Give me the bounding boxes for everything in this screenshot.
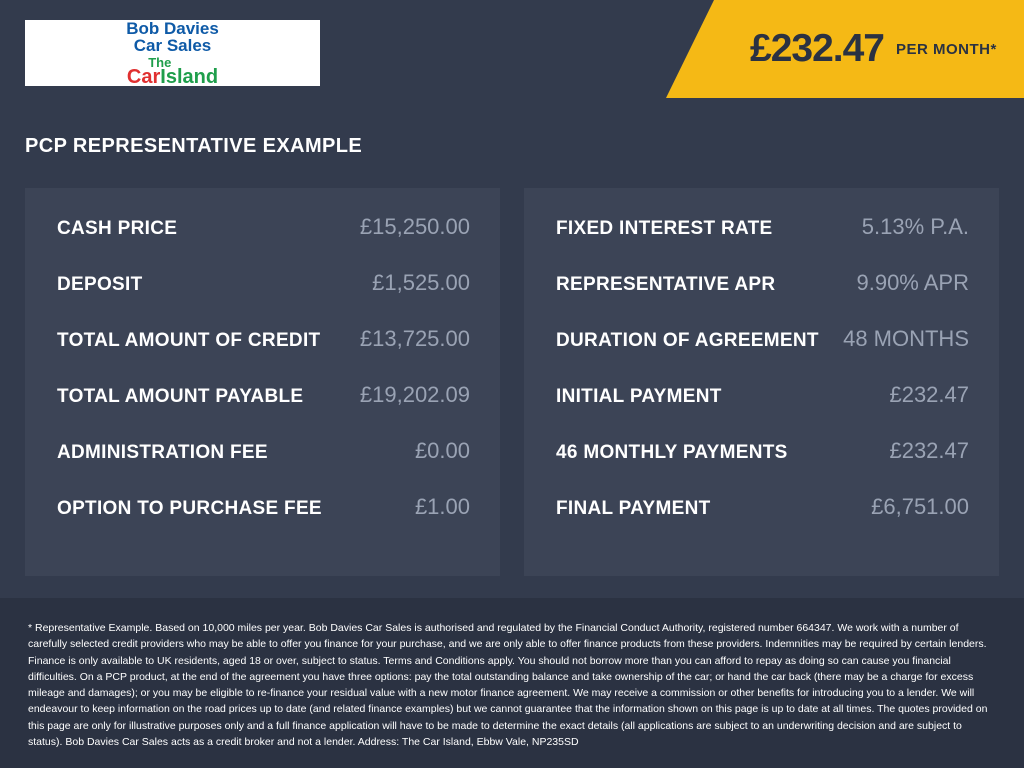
row-label: FINAL PAYMENT <box>556 498 711 519</box>
row-label: TOTAL AMOUNT PAYABLE <box>57 386 304 407</box>
row-value: 5.13% P.A. <box>861 214 969 239</box>
row-value: 48 MONTHS <box>843 326 969 351</box>
row-value: 9.90% APR <box>856 270 969 295</box>
logo-line-3: The <box>148 54 172 70</box>
table-row <box>57 494 470 550</box>
row-label: TOTAL AMOUNT OF CREDIT <box>57 330 321 351</box>
row-value: £1,525.00 <box>372 270 470 295</box>
row-value: £1.00 <box>414 494 470 519</box>
row-value: £0.00 <box>414 438 470 463</box>
row-label: DEPOSIT <box>57 274 143 295</box>
row-value: £6,751.00 <box>871 494 969 519</box>
table-row <box>57 438 470 494</box>
row-label: ADMINISTRATION FEE <box>57 442 268 463</box>
finance-panel-left <box>25 188 500 576</box>
logo-line-4 <box>127 67 218 87</box>
page-title: PCP REPRESENTATIVE EXAMPLE <box>25 135 363 157</box>
disclaimer-text: * Representative Example. Based on 10,000 miles per year. Bob Davies Car Sales is authorised and regulated by the Financial Conduct Authority, registered number 664347. We work with a number of carefully selected credit providers who may be able to offer you finance for your purchase, and we are only able to offer finance products from these providers. Indemnities may be required by certain lenders. Finance is only available to UK residents, aged 18 or over, subject to status. Terms and Conditions apply. You should not borrow more than you can afford to repay as doing so can cause you financial difficulties. On a PCP product, at the end of the agreement you have three options: pay the total outstanding balance and take ownership of the car; or hand the car back (there may be a charge for excess mileage and damages); or you may be eligible to re-finance your residual value with a new motor finance agreement. We may receive a commission or other benefits for introducing you to a lender. We will endeavour to keep information on the road prices up to date (and related finance examples) but we cannot guarantee that the information shown on this page is up to date at all times. The quotes provided on this page are only for illustrative purposes only and a full finance application will have to be made to determine the exact details (all applications are subject to an underwriting decision and are subject to status). Bob Davies Car Sales acts as a credit broker and not a lender. Address: The Car Island, Ebbw Vale, NP235SD <box>28 622 988 748</box>
logo-word-island: Island <box>160 65 219 88</box>
table-row <box>556 382 969 438</box>
row-label: REPRESENTATIVE APR <box>556 274 776 295</box>
row-value: £232.47 <box>889 438 969 463</box>
row-value: £13,725.00 <box>359 326 470 351</box>
monthly-price-banner <box>714 0 1024 98</box>
table-row <box>57 382 470 438</box>
row-value: £19,202.09 <box>359 382 470 407</box>
table-row <box>556 494 969 550</box>
row-value: £232.47 <box>889 382 969 407</box>
row-label: FIXED INTEREST RATE <box>556 218 773 239</box>
row-label: INITIAL PAYMENT <box>556 386 722 407</box>
logo-line-1: Bob Davies <box>126 18 219 38</box>
monthly-price-period: PER MONTH* <box>895 40 997 58</box>
logo-word-car: Car <box>126 65 161 88</box>
finance-details-panels <box>25 188 999 576</box>
row-label: OPTION TO PURCHASE FEE <box>57 498 322 519</box>
row-label: 46 MONTHLY PAYMENTS <box>556 442 788 463</box>
logo-line-2: Car Sales <box>133 35 212 55</box>
page-header <box>0 0 1024 105</box>
table-row <box>556 438 969 494</box>
table-row <box>57 214 470 270</box>
dealer-logo <box>25 20 320 86</box>
row-label: CASH PRICE <box>57 218 178 239</box>
monthly-price-amount: £232.47 <box>750 27 884 70</box>
row-label: DURATION OF AGREEMENT <box>556 330 819 351</box>
table-row <box>57 326 470 382</box>
finance-panel-right <box>524 188 999 576</box>
table-row <box>556 326 969 382</box>
row-value: £15,250.00 <box>359 214 470 239</box>
table-row <box>556 214 969 270</box>
table-row <box>57 270 470 326</box>
footer-disclaimer <box>0 598 1024 768</box>
table-row <box>556 270 969 326</box>
